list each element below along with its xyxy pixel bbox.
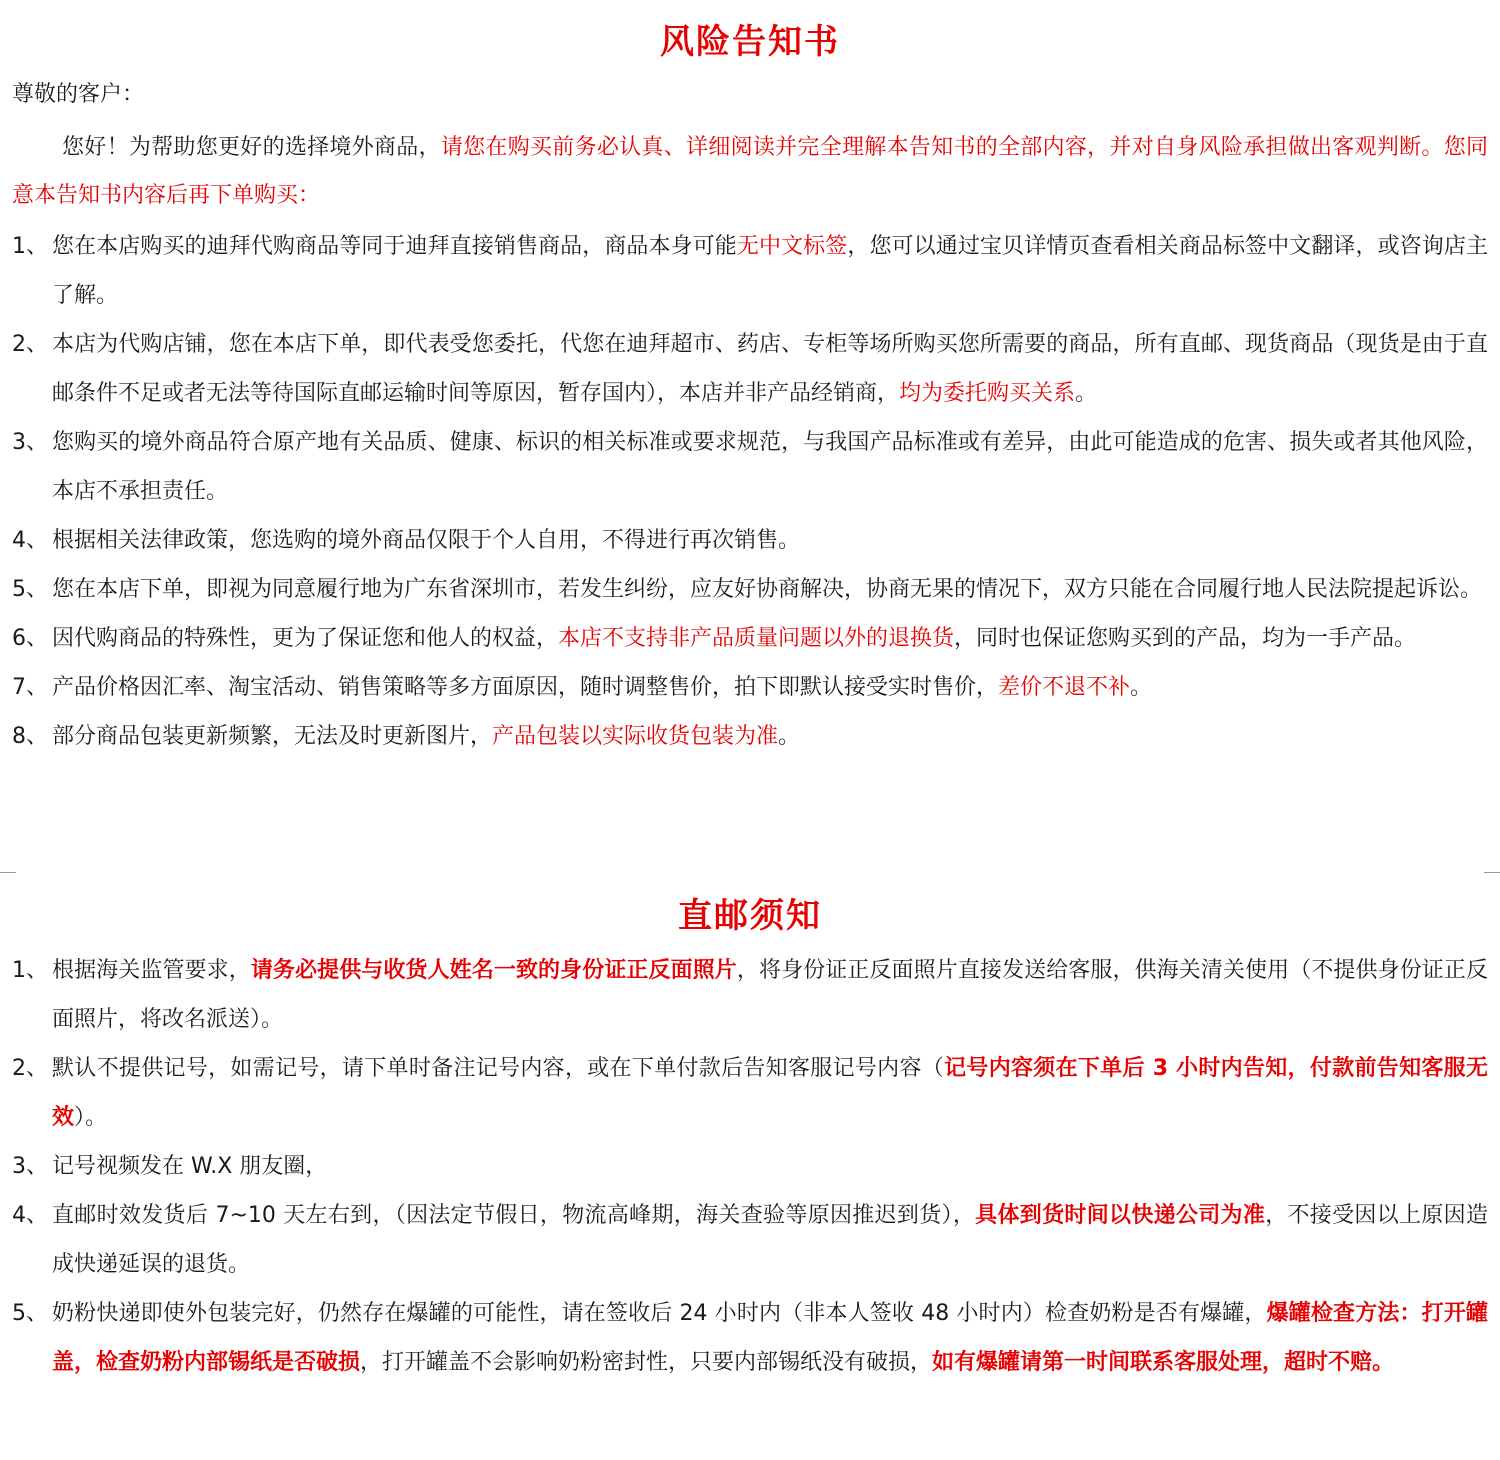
item-text: 因代购商品的特殊性，更为了保证您和他人的权益，	[52, 626, 559, 651]
item-text-end: 。	[1130, 675, 1153, 700]
item-highlight: 产品包装以实际收货包装为准	[492, 724, 779, 749]
mail-item-3	[12, 1142, 1488, 1191]
risk-item-8	[12, 712, 1488, 761]
item-number: 3、	[12, 1154, 48, 1179]
risk-item-4	[12, 516, 1488, 565]
item-number: 4、	[12, 528, 48, 553]
risk-item-7	[12, 663, 1488, 712]
item-text-end: ，同时也保证您购买到的产品，均为一手产品。	[954, 626, 1417, 651]
item-highlight: 请务必提供与收货人姓名一致的身份证正反面照片	[250, 958, 737, 983]
item-number: 5、	[12, 1301, 48, 1326]
item-text: 您购买的境外商品符合原产地有关品质、健康、标识的相关标准或要求规范，与我国产品标准或有差异，由此可能造成的危害、损失或者其他风险，本店不承担责任。	[52, 430, 1488, 504]
section-divider-right	[1484, 872, 1500, 873]
item-text-end: 。	[1075, 381, 1098, 406]
item-text: 本店为代购店铺，您在本店下单，即代表受您委托，代您在迪拜超市、药店、专柜等场所购买您所需要的商品，所有直邮、现货商品（现货是由于直邮条件不足或者无法等待国际直邮运输时间等原因，暂存国内），本店并非产品经销商，	[52, 332, 1488, 406]
item-number: 5、	[12, 577, 48, 602]
item-text: 记号视频发在 W.X 朋友圈，	[52, 1154, 328, 1179]
item-number: 2、	[12, 1056, 48, 1081]
item-highlight: 爆罐检查方法：打开罐盖，检查奶粉内部锡纸是否破损	[52, 1301, 1488, 1375]
item-text: 您在本店下单，即视为同意履行地为广东省深圳市，若发生纠纷，应友好协商解决，协商无果的情况下，双方只能在合同履行地人民法院提起诉讼。	[52, 577, 1483, 602]
item-number: 1、	[12, 958, 48, 983]
item-number: 8、	[12, 724, 48, 749]
item-text: 根据相关法律政策，您选购的境外商品仅限于个人自用，不得进行再次销售。	[52, 528, 801, 553]
item-number: 1、	[12, 234, 48, 259]
item-text: 部分商品包装更新频繁，无法及时更新图片，	[52, 724, 493, 749]
item-text: 直邮时效发货后 7~10 天左右到，（因法定节假日，物流高峰期，海关查验等原因推迟到货），	[52, 1203, 976, 1228]
intro-red: 请您在购买前务必认真、详细阅读并完全理解本告知书的全部内容，并对自身风险承担做出客观判断。您同意本告知书内容后再下单购买：	[12, 135, 1488, 208]
item-highlight: 差价不退不补	[998, 675, 1131, 700]
item-number: 7、	[12, 675, 48, 700]
item-highlight-end: 如有爆罐请第一时间联系客服处理，超时不赔。	[932, 1350, 1395, 1375]
item-number: 6、	[12, 626, 48, 651]
item-text-end: ，不接受因以上原因造成快递延误的退货。	[52, 1203, 1488, 1277]
risk-item-1	[12, 222, 1488, 320]
item-highlight: 记号内容须在下单后 3 小时内告知，付款前告知客服无效	[52, 1056, 1488, 1130]
risk-notice-list	[12, 222, 1488, 761]
direct-mail-title: 直邮须知	[678, 896, 822, 936]
item-highlight: 本店不支持非产品质量问题以外的退换货	[558, 626, 955, 651]
item-number: 3、	[12, 430, 48, 455]
risk-notice-title: 风险告知书	[660, 22, 840, 62]
item-highlight: 具体到货时间以快递公司为准	[975, 1203, 1266, 1228]
risk-item-6	[12, 614, 1488, 663]
risk-item-5	[12, 565, 1488, 614]
mail-item-5	[12, 1289, 1488, 1387]
item-text-end: ）。	[74, 1105, 108, 1130]
risk-item-3	[12, 418, 1488, 516]
item-number: 4、	[12, 1203, 48, 1228]
mail-item-1	[12, 946, 1488, 1044]
item-text: 根据海关监管要求，	[52, 958, 251, 983]
item-text-end: 。	[778, 724, 801, 749]
item-text-end: ，将身份证正反面照片直接发送给客服，供海关清关使用（不提供身份证正反面照片，将改名派送）。	[52, 958, 1488, 1032]
mail-item-2	[12, 1044, 1488, 1142]
item-text: 产品价格因汇率、淘宝活动、销售策略等多方面原因，随时调整售价，拍下即默认接受实时售价，	[52, 675, 999, 700]
mail-item-4	[12, 1191, 1488, 1289]
item-highlight: 均为委托购买关系	[899, 381, 1076, 406]
item-text: 您在本店购买的迪拜代购商品等同于迪拜直接销售商品，商品本身可能	[52, 234, 737, 259]
item-text: 默认不提供记号，如需记号，请下单时备注记号内容，或在下单付款后告知客服记号内容（	[52, 1056, 945, 1081]
greeting: 尊敬的客户：	[12, 82, 145, 107]
item-number: 2、	[12, 332, 48, 357]
intro-plain: 您好！为帮助您更好的选择境外商品，	[62, 135, 441, 160]
section-divider-left	[0, 872, 16, 873]
item-text-end: ，您可以通过宝贝详情页查看相关商品标签中文翻译，或咨询店主了解。	[52, 234, 1488, 308]
item-text-mid: ，打开罐盖不会影响奶粉密封性，只要内部锡纸没有破损，	[360, 1350, 933, 1375]
item-highlight: 无中文标签	[736, 234, 848, 259]
intro-paragraph	[12, 124, 1488, 220]
direct-mail-list	[12, 946, 1488, 1387]
item-text: 奶粉快递即使外包装完好，仍然存在爆罐的可能性，请在签收后 24 小时内（非本人签收 48 小时内）检查奶粉是否有爆罐，	[52, 1301, 1267, 1326]
risk-item-2	[12, 320, 1488, 418]
